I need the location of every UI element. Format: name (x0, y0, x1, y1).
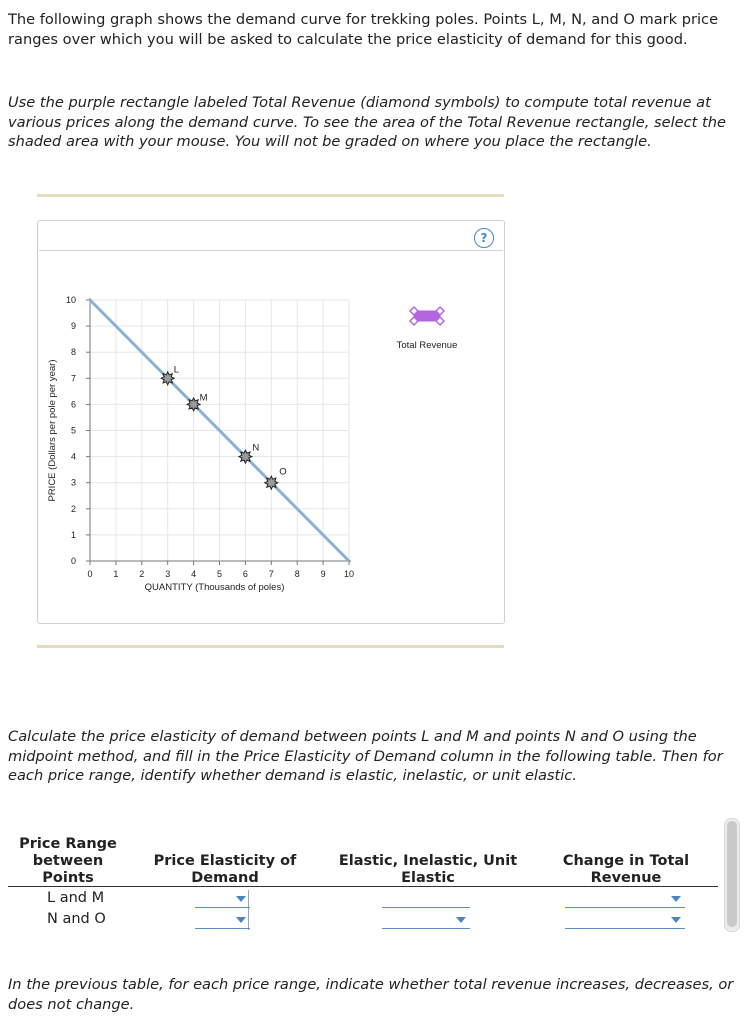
chevron-down-icon (671, 896, 681, 902)
header-revenue-change-line: Change in Total (562, 853, 690, 869)
header-price-range-line: Points (42, 870, 94, 886)
x-tick-label: 2 (139, 569, 145, 579)
y-tick-label: 1 (70, 529, 76, 540)
demand-chart (38, 221, 504, 623)
header-elastic-type-line: Elastic, Inelastic, Unit (338, 853, 518, 869)
followup-text: In the previous table, for each price range, indicate whether total revenue increases, decreases, or does not change. (8, 976, 734, 1013)
y-axis-title: PRICE (Dollars per pole per year) (47, 359, 58, 502)
demand-point-label: M (199, 392, 208, 404)
chevron-down-icon (236, 917, 246, 923)
y-tick-label: 8 (70, 347, 76, 358)
elasticity-select-row1[interactable] (195, 891, 250, 908)
x-axis-title: QUANTITY (Thousands of poles) (144, 582, 285, 593)
demand-point-marker (161, 372, 174, 385)
y-tick-label: 3 (70, 477, 76, 488)
x-tick-label: 10 (343, 569, 355, 579)
table-scrollbar[interactable] (724, 818, 740, 932)
demand-point-marker (239, 450, 252, 463)
demand-point-marker (265, 476, 278, 489)
header-price-range (8, 836, 128, 887)
total-revenue-legend-swatch[interactable] (414, 311, 440, 321)
x-tick-label: 5 (216, 569, 223, 579)
x-tick-label: 0 (87, 569, 93, 579)
y-tick-label: 6 (70, 399, 76, 410)
revenue-change-select-row1[interactable] (565, 891, 685, 908)
x-tick-label: 1 (113, 569, 119, 579)
chevron-down-icon (671, 917, 681, 923)
elasticity-select-row2[interactable] (195, 912, 250, 929)
separator-top (37, 194, 504, 197)
demand-point-marker (187, 398, 200, 411)
demand-point-label: N (252, 442, 260, 454)
separator-bottom (37, 645, 504, 648)
chevron-down-icon (456, 917, 466, 923)
total-revenue-legend-label: Total Revenue (396, 340, 458, 351)
elastic-type-select-row2[interactable] (382, 912, 470, 929)
revenue-change-select-row2[interactable] (565, 912, 685, 929)
y-tick-label: 0 (70, 556, 76, 566)
demand-point-label: O (279, 466, 287, 478)
y-tick-label: 7 (70, 373, 76, 384)
x-tick-label: 9 (320, 569, 326, 579)
graph-panel (37, 220, 505, 624)
row-range-label: N and O (47, 911, 106, 927)
question-text: Calculate the price elasticity of demand between points L and M and points N and O using the midpoint method, and fill in the Price Elasticity of Demand column in the following table. Then for each price range, identify whether demand is elastic, inelastic, or unit elastic. (8, 728, 723, 784)
x-tick-label: 6 (242, 569, 248, 579)
table-scrollbar-thumb[interactable] (727, 821, 737, 927)
x-tick-label: 7 (268, 569, 274, 579)
help-icon[interactable]: ? (474, 228, 494, 248)
header-revenue-change-line: Revenue (590, 870, 662, 886)
header-elastic-type (327, 853, 529, 887)
instructions-text: Use the purple rectangle labeled Total Revenue (diamond symbols) to compute total revenue at various prices along the demand curve. To see the area of the Total Revenue rectangle, select the shaded area with your mouse. You will not be graded on where you place the rectangle. (8, 94, 726, 150)
x-tick-label: 8 (294, 569, 300, 579)
x-tick-label: 3 (165, 569, 171, 579)
y-tick-label: 9 (70, 321, 76, 332)
demand-point-label: L (173, 364, 179, 376)
header-elasticity-line: Price Elasticity of (153, 853, 297, 869)
y-tick-label: 2 (70, 503, 76, 514)
elastic-type-select-row1[interactable] (382, 891, 470, 908)
header-elasticity (145, 853, 305, 887)
x-tick-label: 4 (191, 569, 197, 579)
row-range-label: L and M (47, 890, 105, 906)
header-price-range-line: Price Range (19, 836, 117, 852)
header-revenue-change (546, 853, 706, 887)
header-elastic-type-line: Elastic (401, 870, 455, 886)
y-tick-label: 10 (65, 295, 76, 305)
header-price-range-line: between (32, 853, 104, 869)
y-tick-label: 4 (70, 451, 76, 462)
table-header-rule (8, 886, 718, 887)
header-elasticity-line: Demand (191, 870, 259, 886)
y-tick-label: 5 (70, 425, 76, 436)
chevron-down-icon (236, 896, 246, 902)
intro-text: The following graph shows the demand curve for trekking poles. Points L, M, N, and O mark price ranges over which you will be asked to calculate the price elasticity of demand for this good. (8, 11, 719, 48)
